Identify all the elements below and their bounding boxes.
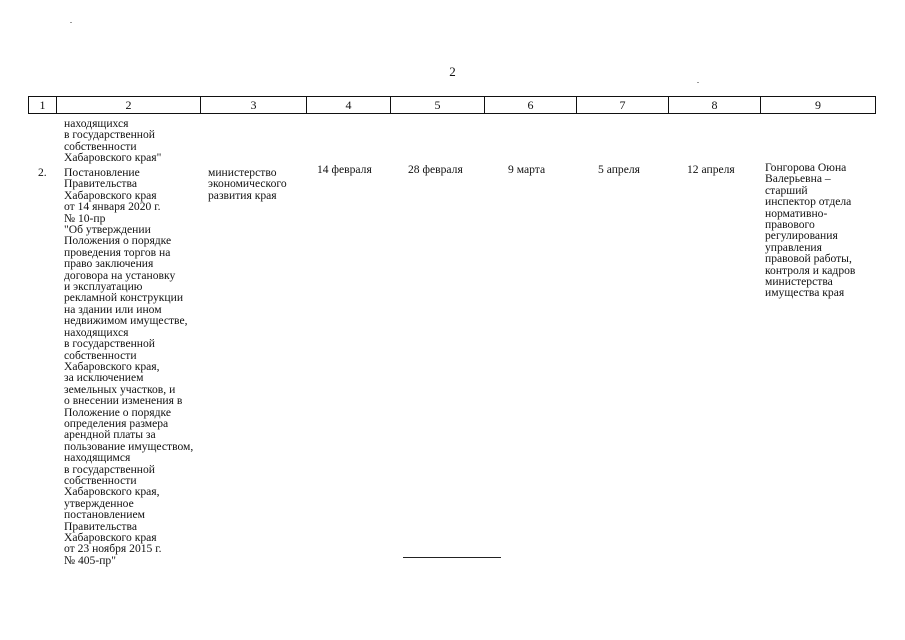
date-cell-col8: 12 апреля: [687, 163, 735, 176]
header-cell-7: 7: [576, 97, 668, 113]
ministry-cell: министерство экономического развития края: [208, 166, 287, 202]
row-number: 2.: [38, 166, 47, 179]
document-cell: Постановление Правительства Хабаровского края от 14 января 2020 г. № 10-пр "Об утверждении Положения о порядке проведения торгов на право заключения договора на установку и эксплуатацию рекламной конструкции на здании или ином недвижимом имуществе, находящихся в государственной собственности Хабаровского края, за исключением земельных участков, и о внесении изменения в Положение о порядке определения размера арендной платы за пользование имуществом, находящимся в государственной собственности Хабаровского края, утвержденное постановлением Правительства Хабаровского края от 23 ноября 2015 г. № 405-пр": [64, 166, 194, 567]
header-cell-8: 8: [668, 97, 760, 113]
date-cell-col4: 14 февраля: [317, 163, 372, 176]
footer-rule: [403, 557, 501, 558]
header-cell-3: 3: [200, 97, 306, 113]
date-cell-col6: 9 марта: [508, 163, 546, 176]
scan-speck: [70, 22, 72, 23]
date-cell-col7: 5 апреля: [598, 163, 640, 176]
header-cell-5: 5: [390, 97, 484, 113]
scan-speck: [697, 82, 699, 83]
header-cell-9: 9: [760, 97, 876, 113]
header-cell-2: 2: [56, 97, 200, 113]
date-cell-col5: 28 февраля: [408, 163, 463, 176]
continuation-text: находящихся в государственной собственности Хабаровского края": [64, 117, 162, 165]
responsible-cell: Гонгорова Оюна Валерьевна – старший инспектор отдела нормативно- правового регулирования управления правовой работы, контроля и кадров министерства имущества края: [765, 161, 856, 300]
table-header-row: [28, 96, 876, 114]
header-cell-1: 1: [28, 97, 56, 113]
header-cell-4: 4: [306, 97, 390, 113]
page-number: 2: [449, 64, 456, 79]
header-cell-6: 6: [484, 97, 576, 113]
